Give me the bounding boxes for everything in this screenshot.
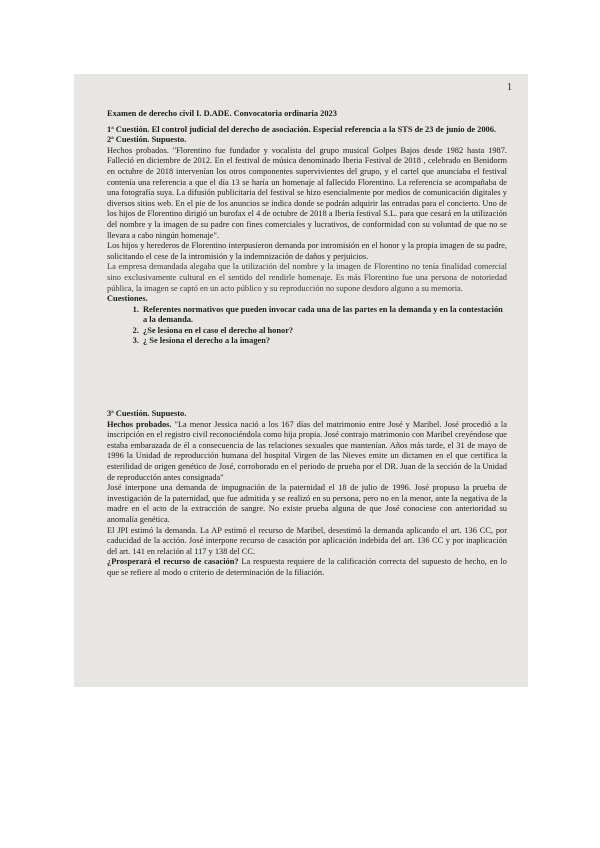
question-2-heading: 2ª Cuestión. Supuesto. <box>107 135 187 145</box>
question-3-final <box>107 557 507 578</box>
question-2-paragraph-2: Los hijos y herederos de Florentino interpusieron demanda por intromisión en el honor y la propia imagen de su padre, solicitando el cese de la intromisión y la indemnización de daños y perjuicios. <box>107 241 507 261</box>
question-2-paragraph-3: La empresa demandada alegaba que la utilización del nombre y la imagen de Florentino no tenía finalidad comercial sino exclusivamente cultural en el sentido del rendirle homenaje. Es más Florentino fue una persona de notoriedad pública, la imagen se captó en un acto público y su reproducción no supone desdoro alguno a su memoria. <box>107 262 507 293</box>
exam-title: Examen de derecho civil I. D.ADE. Convocatoria ordinaria 2023 <box>107 109 337 118</box>
list-item: 1. Referentes normativos que pueden invocar cada una de las partes en la demanda y en la contestación a la demanda. <box>141 305 507 326</box>
question-3-paragraph-2: José interpone una demanda de impugnación de la paternidad el 18 de julio de 1996. José propuso la prueba de investigación de la paternidad, que fue admitida y se realizó en su persona, pero no en la menor, ante la negativa de la madre en el acto de la extracción de sangre. No existe prueba alguna de que José conociese con anterioridad su anomalía genética. <box>107 483 507 524</box>
questions-label: Cuestiones. <box>107 294 148 304</box>
facts-label: Hechos probados. <box>107 419 172 429</box>
list-item: 3. ¿ Se lesiona el derecho a la imagen? <box>141 336 507 347</box>
facts-text: "Florentino fue fundador y vocalista del grupo musical Golpes Bajos desde 1982 hasta 1987. Falleció en diciembre de 2012. En el festival de música denominado Iberia Festival de 2018 , celebrado en Benidorm en octubre de 2018 intervenían los otros componentes supervivientes del grupo, y el cartel que anunciaba el festival contenía una referencia a que el día 13 se haría un homenaje al fallecido Florentino. La referencia se acompañaba de una fotografía suya. La difusión publicitaria del festival se hizo esencialmente por medios de comunicación digitales y diversos sitios web. En el pie de los anuncios se indica donde se podrán adquirir las entradas para el concierto. Uno de los hijos de Florentino dirigió un burofax el 4 de octubre de 2018 a Iberia festival S.L. para que cesará en la utilización del nombre y la imagen de su padre con fines comerciales y lucrativos, de conformidad con su voluntad de que no se llevara a cabo ningún homenaje". <box>107 145 507 240</box>
question-1-heading: 1ª Cuestión. El control judicial del derecho de asociación. Especial referencia a la STS de 23 de junio de 2006. <box>107 124 497 134</box>
list-item: 2. ¿Se lesiona en el caso el derecho al honor? <box>141 326 507 337</box>
page-number: 1 <box>507 82 512 93</box>
facts-text: "La menor Jessica nació a los 167 días del matrimonio entre José y Maribel. José procedió a la inscripción en el registro civil reconociéndola como hija propia. José contrajo matrimonio con Maribel creyéndose que estaba embarazada de él a consecuencia de las relaciones sexuales que mantenían. Años más tarde, el 31 de mayo de 1996 la Unidad de reproducción humana del hospital Virgen de las Nieves emite un dictamen en el que certifica la esterilidad de origen genético de José, corroborado en el periodo de prueba por el DR. Juan de la sección de la Unidad de reproducción antes consignada" <box>107 419 507 482</box>
exam-content <box>107 109 507 579</box>
question-3-facts <box>107 420 507 484</box>
final-text: La respuesta requiere de la calificación correcta del supuesto de hecho, en lo que se refiere al modo o criterio de determinación de la filiación. <box>107 557 507 577</box>
questions-list <box>107 305 507 347</box>
question-3-heading: 3ª Cuestión. Supuesto. <box>107 409 187 419</box>
facts-label: Hechos probados. <box>107 145 169 155</box>
scanned-page <box>74 74 528 687</box>
question-2-facts <box>107 146 507 241</box>
question-3-paragraph-3: El JPI estimó la demanda. La AP estimó el recurso de Maribel, desestimó la demanda aplicando el art. 136 CC, por caducidad de la acción. José interpone recurso de casación por aplicación indebida del art. 136 CC y por inaplicación del art. 141 en relación al 117 y 138 del CC. <box>107 525 507 556</box>
final-question: ¿Prosperará el recurso de casación? <box>107 557 239 567</box>
